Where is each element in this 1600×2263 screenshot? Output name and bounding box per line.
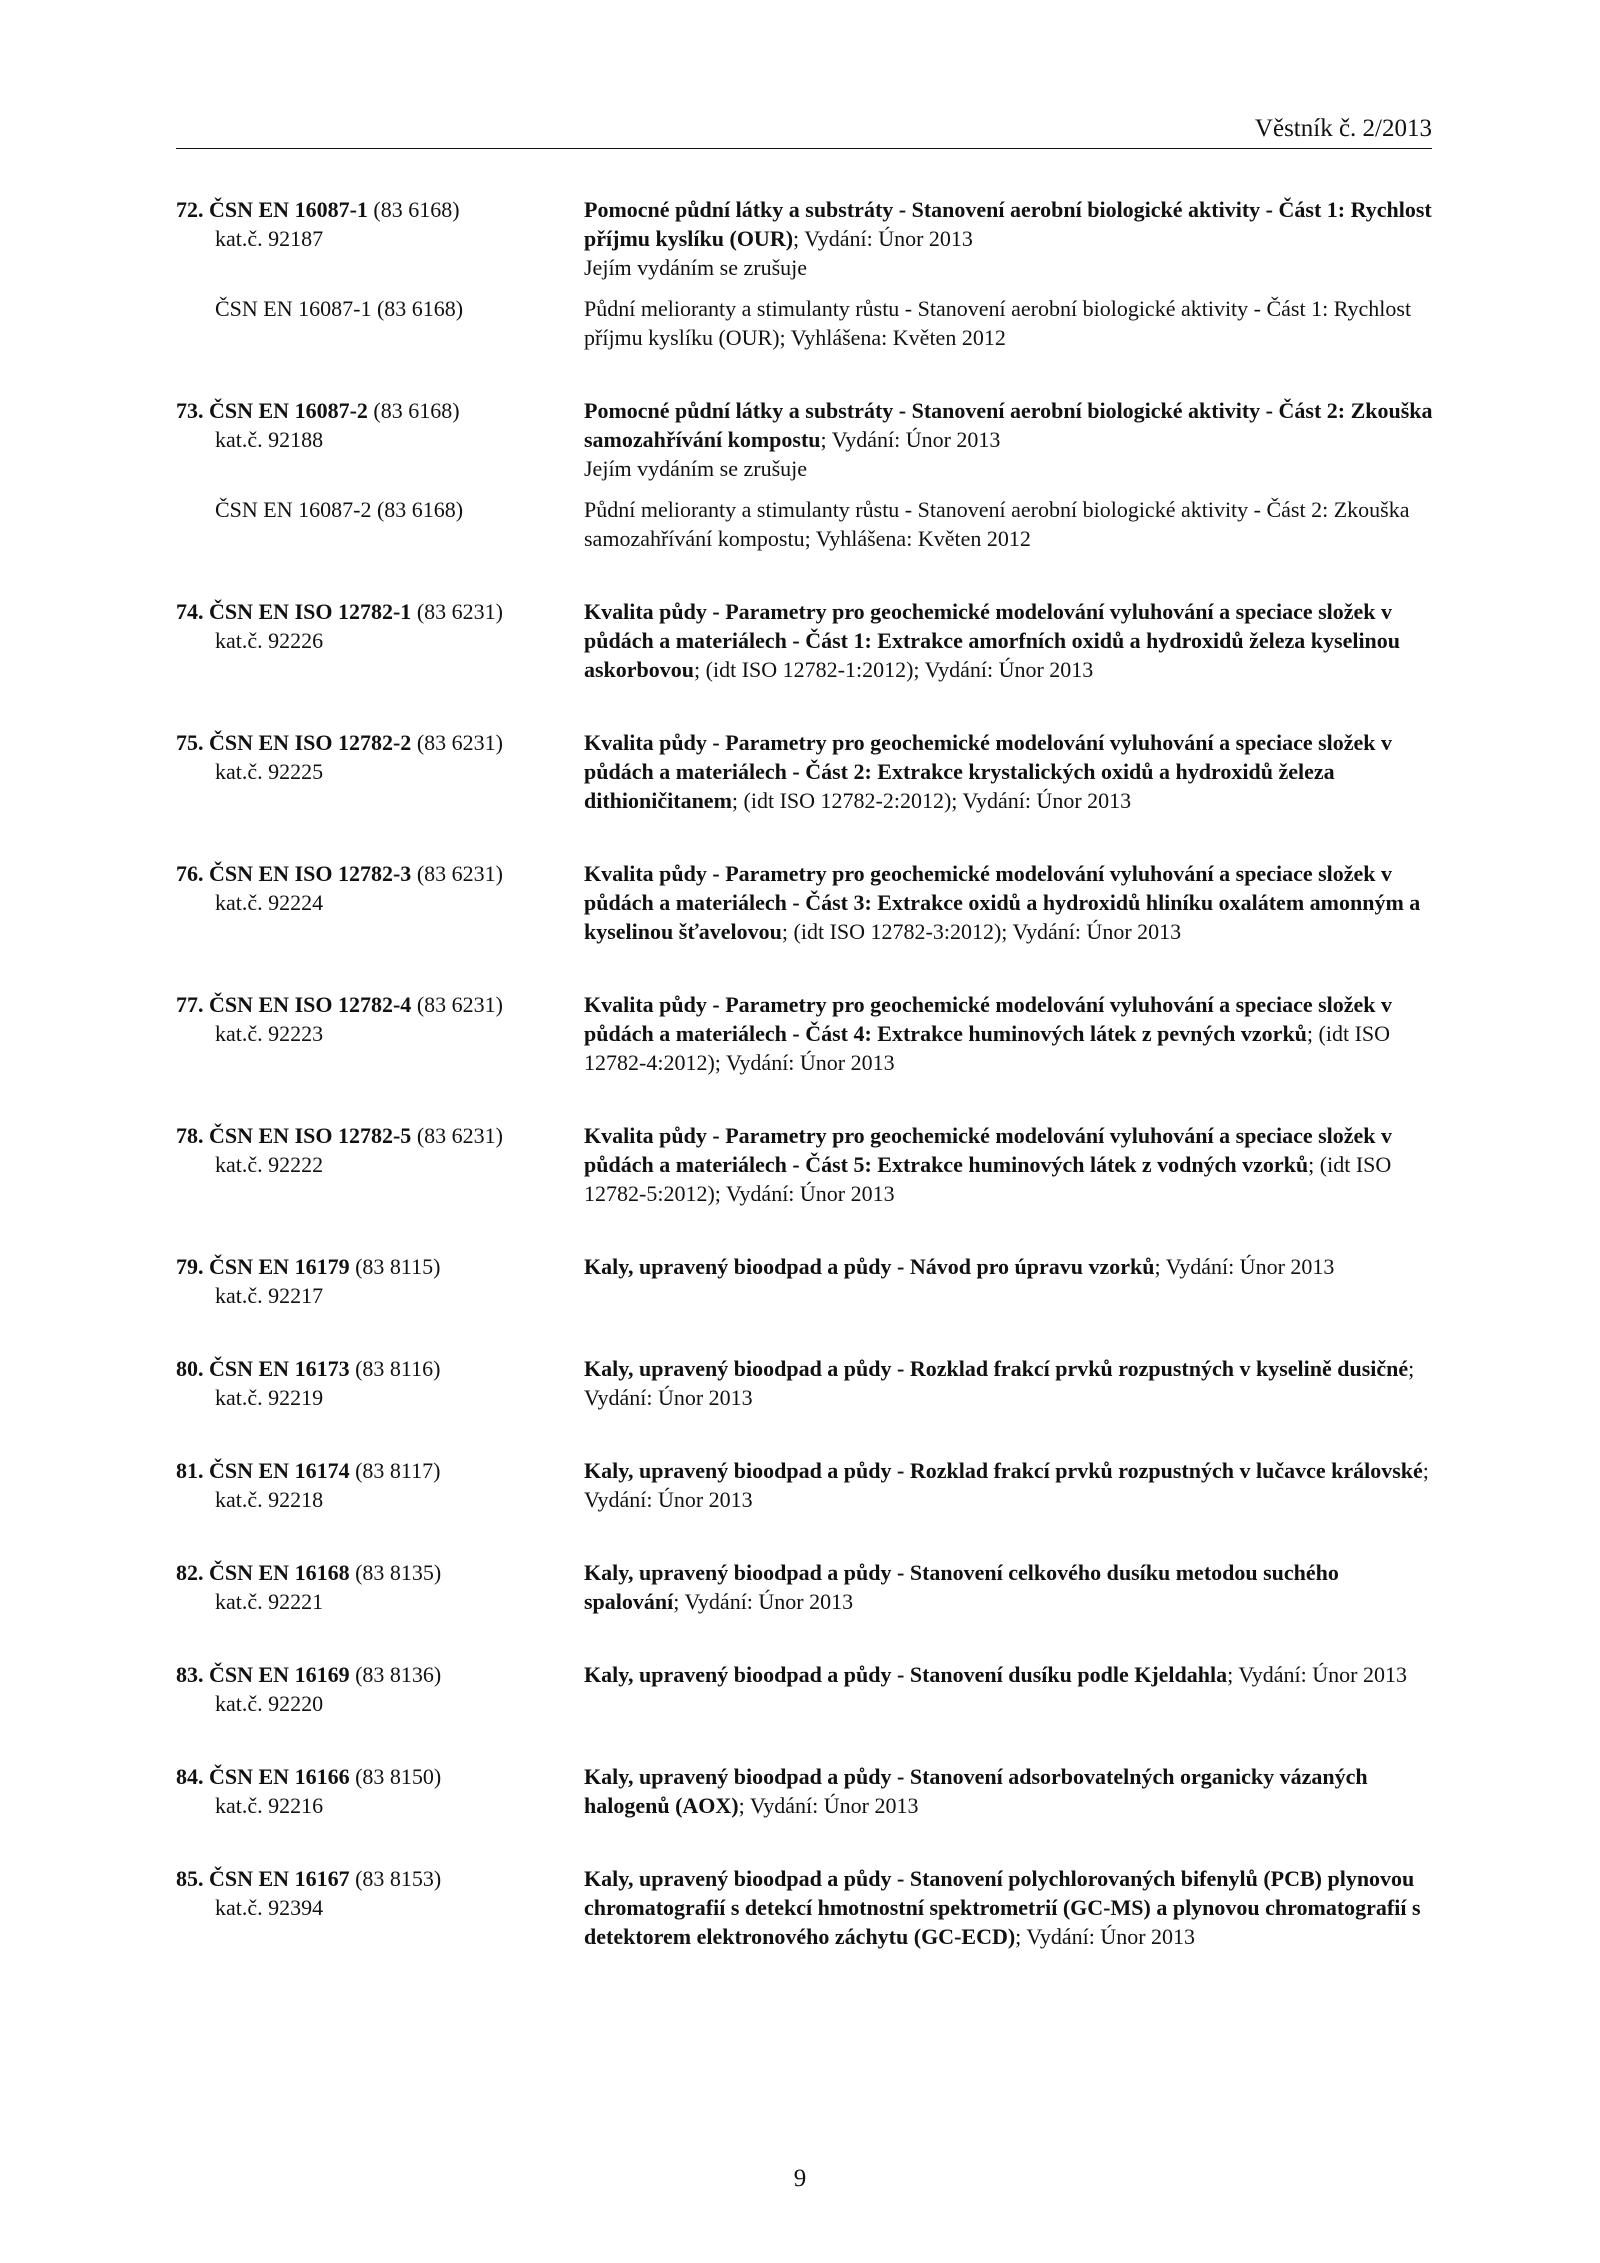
- standard-title: Kaly, upravený bioodpad a půdy - Stanovení adsorbovatelných organicky vázaných halogenů (AOX): [584, 1764, 1368, 1818]
- entry-number: 85.: [176, 1866, 204, 1891]
- classification-code: (83 8150): [355, 1764, 442, 1789]
- catalog-number: kat.č. 92218: [215, 1487, 324, 1512]
- standard-details: ; (idt ISO 12782-4:2012); Vydání: Únor 2013: [584, 1021, 1391, 1075]
- classification-code: (83 6231): [416, 599, 503, 624]
- classification-code: (83 6231): [416, 861, 503, 886]
- standard-code: ČSN EN 16166: [209, 1764, 350, 1789]
- standard-entry: [176, 859, 1436, 946]
- catalog-number: kat.č. 92188: [215, 427, 324, 452]
- standard-entry: [176, 1252, 1436, 1310]
- standard-code: ČSN EN ISO 12782-3: [209, 861, 412, 886]
- catalog-number: kat.č. 92223: [215, 1021, 324, 1046]
- journal-issue: Věstník č. 2/2013: [1254, 115, 1432, 142]
- standard-code: ČSN EN ISO 12782-2: [209, 730, 412, 755]
- standard-code: ČSN EN 16087-2: [209, 398, 368, 423]
- standard-entry: [176, 195, 1436, 352]
- standard-entry: [176, 597, 1436, 684]
- standard-title: Kaly, upravený bioodpad a půdy - Stanovení polychlorovaných bifenylů (PCB) plynovou chromatografií s detekcí hmotnostní spektrometrií (GC-MS) a plynovou chromatografií s detektorem elektronového záchytu (GC-ECD): [584, 1866, 1421, 1949]
- standard-details: ; Vydání: Únor 2013: [584, 1356, 1415, 1410]
- standard-entry: [176, 1456, 1436, 1514]
- classification-code: (83 6231): [416, 1123, 503, 1148]
- standard-title: Pomocné půdní látky a substráty - Stanovení aerobní biologické aktivity - Část 1: Rychlost příjmu kyslíku (OUR): [584, 197, 1432, 251]
- standard-details: ; Vydání: Únor 2013: [820, 427, 1001, 452]
- standard-details: ; Vydání: Únor 2013: [1154, 1254, 1335, 1279]
- standard-code: ČSN EN ISO 12782-5: [209, 1123, 412, 1148]
- standard-code: ČSN EN 16168: [209, 1560, 350, 1585]
- standard-code: ČSN EN 16174: [209, 1458, 350, 1483]
- page-number: 9: [793, 2165, 807, 2192]
- standard-title: Kvalita půdy - Parametry pro geochemické modelování vyluhování a speciace složek v půdách a materiálech - Část 5: Extrakce huminových látek z vodných vzorků: [584, 1123, 1393, 1177]
- standard-details: ; Vydání: Únor 2013: [793, 226, 973, 251]
- classification-code: (83 8115): [355, 1254, 441, 1279]
- standard-details: ; Vydání: Únor 2013: [584, 1458, 1429, 1512]
- catalog-number: kat.č. 92222: [215, 1152, 324, 1177]
- catalog-number: kat.č. 92216: [215, 1793, 324, 1818]
- catalog-number: kat.č. 92225: [215, 759, 324, 784]
- catalog-number: kat.č. 92217: [215, 1283, 324, 1308]
- entry-number: 76.: [176, 861, 204, 886]
- standard-title: Kaly, upravený bioodpad a půdy - Návod pro úpravu vzorků: [584, 1254, 1155, 1279]
- standard-code: ČSN EN ISO 12782-1: [209, 599, 412, 624]
- standard-title: Kvalita půdy - Parametry pro geochemické modelování vyluhování a speciace složek v půdách a materiálech - Část 3: Extrakce oxidů a hydroxidů hliníku oxalátem amonným a kyselinou šťavelovou: [584, 861, 1421, 944]
- standard-details: ; Vydání: Únor 2013: [1015, 1924, 1196, 1949]
- standard-code: ČSN EN ISO 12782-4: [209, 992, 412, 1017]
- entry-number: 82.: [176, 1560, 204, 1585]
- classification-code: (83 8136): [355, 1662, 442, 1687]
- standard-details: ; Vydání: Únor 2013: [1227, 1662, 1407, 1687]
- standard-details: ; (idt ISO 12782-3:2012); Vydání: Únor 2013: [781, 919, 1182, 944]
- standard-details: ; Vydání: Únor 2013: [673, 1589, 854, 1614]
- entry-number: 79.: [176, 1254, 204, 1279]
- standard-entry: [176, 1121, 1436, 1208]
- catalog-number: kat.č. 92224: [215, 890, 324, 915]
- standard-entry: [176, 1864, 1436, 1951]
- standard-code: ČSN EN 16179: [209, 1254, 350, 1279]
- classification-code: (83 6168): [373, 197, 460, 222]
- standard-code: ČSN EN 16167: [209, 1866, 350, 1891]
- classification-code: (83 8116): [355, 1356, 441, 1381]
- classification-code: (83 6231): [416, 992, 503, 1017]
- standard-details: ; (idt ISO 12782-1:2012); Vydání: Únor 2013: [694, 657, 1094, 682]
- standard-entry: [176, 1660, 1436, 1718]
- entry-number: 78.: [176, 1123, 204, 1148]
- standard-code: ČSN EN 16087-1: [209, 197, 368, 222]
- replaced-text: Půdní melioranty a stimulanty růstu - Stanovení aerobní biologické aktivity - Část 1: Rychlost příjmu kyslíku (OUR); Vyhlášena: Květen 2012: [584, 296, 1412, 350]
- standard-title: Kaly, upravený bioodpad a půdy - Stanovení dusíku podle Kjeldahla: [584, 1662, 1228, 1687]
- catalog-number: kat.č. 92187: [215, 226, 324, 251]
- classification-code: (83 8153): [355, 1866, 442, 1891]
- replaced-standard: [176, 294, 1436, 352]
- cancel-note: Jejím vydáním se zrušuje: [584, 456, 808, 481]
- entry-number: 75.: [176, 730, 204, 755]
- entry-number: 72.: [176, 197, 204, 222]
- catalog-number: kat.č. 92219: [215, 1385, 324, 1410]
- standard-title: Pomocné půdní látky a substráty - Stanovení aerobní biologické aktivity - Část 2: Zkouška samozahřívání kompostu: [584, 398, 1433, 452]
- standard-code: ČSN EN 16169: [209, 1662, 350, 1687]
- standard-entry: [176, 1354, 1436, 1412]
- entry-number: 73.: [176, 398, 204, 423]
- entry-number: 74.: [176, 599, 204, 624]
- replaced-code: ČSN EN 16087-1 (83 6168): [215, 296, 464, 321]
- catalog-number: kat.č. 92394: [215, 1895, 324, 1920]
- replaced-code: ČSN EN 16087-2 (83 6168): [215, 497, 464, 522]
- catalog-number: kat.č. 92220: [215, 1691, 324, 1716]
- standard-entry: [176, 728, 1436, 815]
- catalog-number: kat.č. 92221: [215, 1589, 324, 1614]
- standard-title: Kaly, upravený bioodpad a půdy - Rozklad frakcí prvků rozpustných v kyselině dusičné: [584, 1356, 1409, 1381]
- replaced-standard: [176, 495, 1436, 553]
- classification-code: (83 8135): [355, 1560, 442, 1585]
- standard-title: Kvalita půdy - Parametry pro geochemické modelování vyluhování a speciace složek v půdách a materiálech - Část 1: Extrakce amorfních oxidů a hydroxidů železa kyselinou askorbovou: [584, 599, 1401, 682]
- cancel-note: Jejím vydáním se zrušuje: [584, 255, 808, 280]
- catalog-number: kat.č. 92226: [215, 628, 324, 653]
- entry-number: 81.: [176, 1458, 204, 1483]
- classification-code: (83 6231): [416, 730, 503, 755]
- classification-code: (83 8117): [355, 1458, 441, 1483]
- standard-entry: [176, 1762, 1436, 1820]
- replaced-text: Půdní melioranty a stimulanty růstu - Stanovení aerobní biologické aktivity - Část 2: Zkouška samozahřívání kompostu; Vyhlášena: Květen 2012: [584, 497, 1410, 551]
- standards-list: [176, 195, 1436, 1995]
- standard-entry: [176, 1558, 1436, 1616]
- standard-title: Kaly, upravený bioodpad a půdy - Rozklad frakcí prvků rozpustných v lučavce královské: [584, 1458, 1423, 1483]
- entry-number: 80.: [176, 1356, 204, 1381]
- standard-details: ; (idt ISO 12782-5:2012); Vydání: Únor 2013: [584, 1152, 1392, 1206]
- standard-code: ČSN EN 16173: [209, 1356, 350, 1381]
- classification-code: (83 6168): [373, 398, 460, 423]
- standard-title: Kaly, upravený bioodpad a půdy - Stanovení celkového dusíku metodou suchého spalování: [584, 1560, 1339, 1614]
- entry-number: 83.: [176, 1662, 204, 1687]
- standard-details: ; Vydání: Únor 2013: [738, 1793, 919, 1818]
- page-header: [176, 114, 1432, 149]
- standard-title: Kvalita půdy - Parametry pro geochemické modelování vyluhování a speciace složek v půdách a materiálech - Část 4: Extrakce huminových látek z pevných vzorků: [584, 992, 1393, 1046]
- standard-entry: [176, 396, 1436, 553]
- standard-title: Kvalita půdy - Parametry pro geochemické modelování vyluhování a speciace složek v půdách a materiálech - Část 2: Extrakce krystalických oxidů a hydroxidů železa dithioničitanem: [584, 730, 1393, 813]
- entry-number: 77.: [176, 992, 204, 1017]
- entry-number: 84.: [176, 1764, 204, 1789]
- standard-entry: [176, 990, 1436, 1077]
- standard-details: ; (idt ISO 12782-2:2012); Vydání: Únor 2013: [731, 788, 1132, 813]
